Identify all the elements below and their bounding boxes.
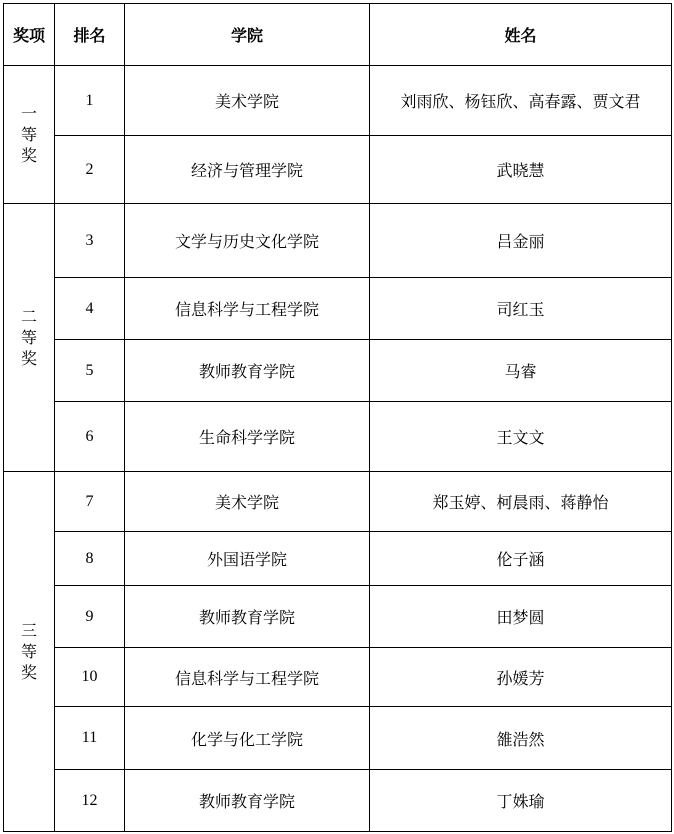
college-cell: 美术学院: [125, 66, 370, 136]
table-row: [4, 648, 672, 707]
rank-cell: 1: [55, 66, 125, 136]
name-cell: 马睿: [370, 340, 672, 402]
college-cell: 美术学院: [125, 472, 370, 532]
award-cell-first: [4, 66, 55, 204]
award-cell-third: [4, 472, 55, 832]
name-cell: 吕金丽: [370, 204, 672, 278]
college-cell: 教师教育学院: [125, 340, 370, 402]
college-cell: 化学与化工学院: [125, 707, 370, 770]
rank-cell: 4: [55, 278, 125, 340]
award-label: 二等奖: [20, 307, 37, 368]
college-cell: 教师教育学院: [125, 586, 370, 648]
rank-cell: 5: [55, 340, 125, 402]
table-row: [4, 472, 672, 532]
name-cell: 孙媛芳: [370, 648, 672, 707]
table-row: [4, 278, 672, 340]
name-cell: 刘雨欣、杨钰欣、高春露、贾文君: [370, 66, 672, 136]
name-cell: 田梦圆: [370, 586, 672, 648]
college-cell: 文学与历史文化学院: [125, 204, 370, 278]
name-cell: 司红玉: [370, 278, 672, 340]
award-label: 一等奖: [20, 104, 37, 165]
table-row: [4, 66, 672, 136]
name-cell: 雒浩然: [370, 707, 672, 770]
name-cell: 伦子涵: [370, 532, 672, 586]
college-cell: 经济与管理学院: [125, 136, 370, 204]
college-cell: 信息科学与工程学院: [125, 278, 370, 340]
rank-cell: 8: [55, 532, 125, 586]
college-cell: 外国语学院: [125, 532, 370, 586]
table-row: [4, 770, 672, 832]
table-row: [4, 340, 672, 402]
name-cell: 武晓慧: [370, 136, 672, 204]
rank-cell: 6: [55, 402, 125, 472]
rank-cell: 3: [55, 204, 125, 278]
award-cell-second: [4, 204, 55, 472]
college-cell: 教师教育学院: [125, 770, 370, 832]
award-label: 三等奖: [20, 621, 37, 682]
table-row: [4, 707, 672, 770]
name-cell: 丁姝瑜: [370, 770, 672, 832]
table-row: [4, 204, 672, 278]
rank-cell: 12: [55, 770, 125, 832]
rank-cell: 10: [55, 648, 125, 707]
rank-cell: 2: [55, 136, 125, 204]
table-row: [4, 532, 672, 586]
college-cell: 生命科学学院: [125, 402, 370, 472]
name-cell: 王文文: [370, 402, 672, 472]
rank-cell: 11: [55, 707, 125, 770]
header-college: 学院: [125, 4, 370, 66]
header-rank: 排名: [55, 4, 125, 66]
table-row: [4, 586, 672, 648]
table-row: [4, 402, 672, 472]
header-award: 奖项: [4, 4, 55, 66]
header-row: [4, 4, 672, 66]
college-cell: 信息科学与工程学院: [125, 648, 370, 707]
rank-cell: 9: [55, 586, 125, 648]
rank-cell: 7: [55, 472, 125, 532]
name-cell: 郑玉婷、柯晨雨、蒋静怡: [370, 472, 672, 532]
awards-table: [3, 3, 672, 832]
header-name: 姓名: [370, 4, 672, 66]
table-row: [4, 136, 672, 204]
